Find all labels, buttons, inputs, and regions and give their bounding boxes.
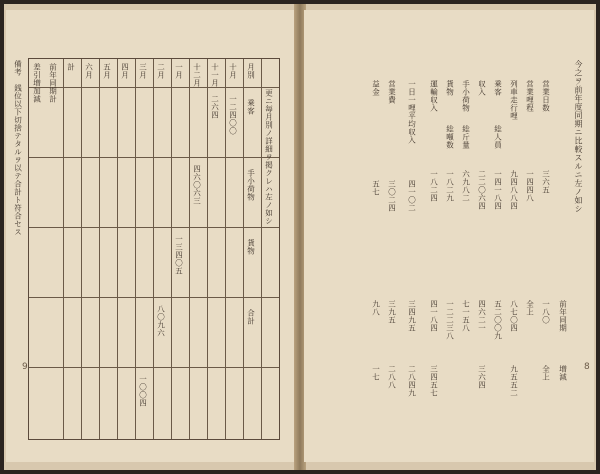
table-divider (153, 59, 154, 439)
section-value: 三四九五 (407, 300, 417, 332)
cell-number: 八〇九六 (156, 305, 166, 337)
header-passenger: 乗客 (246, 99, 256, 115)
header-month: 月別 (246, 63, 256, 79)
section-value: 一八二九 (445, 170, 455, 202)
section-value: 全上 (525, 300, 535, 316)
section-value: 一七 (371, 365, 381, 381)
section-value: 七一五八 (461, 300, 471, 332)
column-header-prev: 前年同期 (558, 300, 568, 332)
section-value: 五二〇〇九 (493, 300, 503, 340)
table-divider (81, 59, 82, 439)
section-value: 全上 (541, 365, 551, 381)
section-label: 営業哩程 (525, 80, 535, 112)
section-value: 二二〇六四 (477, 170, 487, 210)
table-title: 更ニ毎月別ノ詳細ヲ掲クレハ左ノ如シ (264, 89, 274, 225)
section-label: 列車走行哩 (509, 80, 519, 120)
section-value: 九五五二 (509, 365, 519, 397)
table-divider (117, 59, 118, 439)
month-label: 十月 (228, 63, 238, 79)
month-label: 六月 (84, 63, 94, 79)
cell-number: 一〇〇四 (138, 375, 148, 407)
table-divider (261, 59, 262, 439)
section-label: 営業日数 (541, 80, 551, 112)
section-label: 貨物 (445, 80, 455, 96)
table-divider (29, 157, 279, 158)
month-label: 二月 (156, 63, 166, 79)
table-divider (29, 297, 279, 298)
section-value: 三〇二四 (387, 180, 397, 212)
section-label: 益金 (371, 80, 381, 96)
section-label: 乗客 (493, 80, 503, 96)
header-total: 合計 (246, 309, 256, 325)
summary-label: 差引増加減 (32, 63, 42, 103)
header-parcels: 手小荷物 (246, 169, 256, 201)
right-page (304, 10, 594, 462)
month-label: 計 (66, 63, 76, 71)
section-value: 八七〇四 (509, 300, 519, 332)
section-value: 四六二一 (477, 300, 487, 332)
section-value: 一四四八 (525, 170, 535, 202)
section-value: 二八八 (387, 365, 397, 389)
table-divider (29, 367, 279, 368)
table-divider (243, 59, 244, 439)
section-value: 二八四九 (407, 365, 417, 397)
month-label: 十一月 (210, 63, 220, 87)
page-number: 9 (22, 362, 28, 372)
cell-number: 一三四〇五 (174, 235, 184, 275)
month-label: 十二月 (192, 63, 202, 87)
table-divider (29, 87, 279, 88)
section-label: 手小荷物 (461, 80, 471, 112)
section-value: 九四八八四 (509, 170, 519, 210)
section-value: 総斤量 (461, 125, 471, 149)
section-label: 運輸収入 (429, 80, 439, 112)
section-label: 収入 (477, 80, 487, 96)
left-page (6, 10, 296, 462)
month-label: 三月 (138, 63, 148, 79)
section-value: 三六五 (541, 170, 551, 194)
section-label: 一日一哩平均収入 (407, 80, 417, 144)
monthly-table (28, 58, 280, 440)
section-value: 一八二四 (429, 170, 439, 202)
open-book (4, 4, 596, 470)
cell-number: 四六〇六三 (192, 165, 202, 205)
section-value: 三九五 (387, 300, 397, 324)
month-label: 一月 (174, 63, 184, 79)
table-divider (99, 59, 100, 439)
section-value: 総人員 (493, 125, 503, 149)
section-label: 営業費 (387, 80, 397, 104)
table-divider (63, 59, 64, 439)
cell-number: 一二四〇〇 (228, 95, 238, 135)
section-value: 三四五七 (429, 365, 439, 397)
table-divider (189, 59, 190, 439)
page-heading: 今之ヲ前年度同期ニ比較スルニ左ノ如シ (574, 60, 583, 213)
table-divider (171, 59, 172, 439)
month-label: 四月 (120, 63, 130, 79)
table-note: 備考 銭位以下切捨テタルヲ以テ合計ト符合セス (13, 60, 23, 236)
cell-number: 二六四 (210, 95, 220, 119)
section-value: 六九八二 (461, 170, 471, 202)
section-value: 三六四 (477, 365, 487, 389)
table-divider (135, 59, 136, 439)
column-header-diff: 増減 (558, 365, 568, 381)
month-label: 五月 (102, 63, 112, 79)
table-divider (225, 59, 226, 439)
summary-label: 前年同期計 (48, 63, 58, 103)
section-value: 一二二三八 (445, 300, 455, 340)
section-value: 四一八四 (429, 300, 439, 332)
section-value: 総噸数 (445, 125, 455, 149)
section-value: 四一〇二 (407, 180, 417, 212)
page-number: 8 (584, 362, 590, 372)
header-freight: 貨物 (246, 239, 256, 255)
table-divider (207, 59, 208, 439)
section-value: 一八〇 (541, 300, 551, 324)
section-value: 九八 (371, 300, 381, 316)
section-value: 五七 (371, 180, 381, 196)
section-value: 一四一八四 (493, 170, 503, 210)
table-divider (29, 227, 279, 228)
